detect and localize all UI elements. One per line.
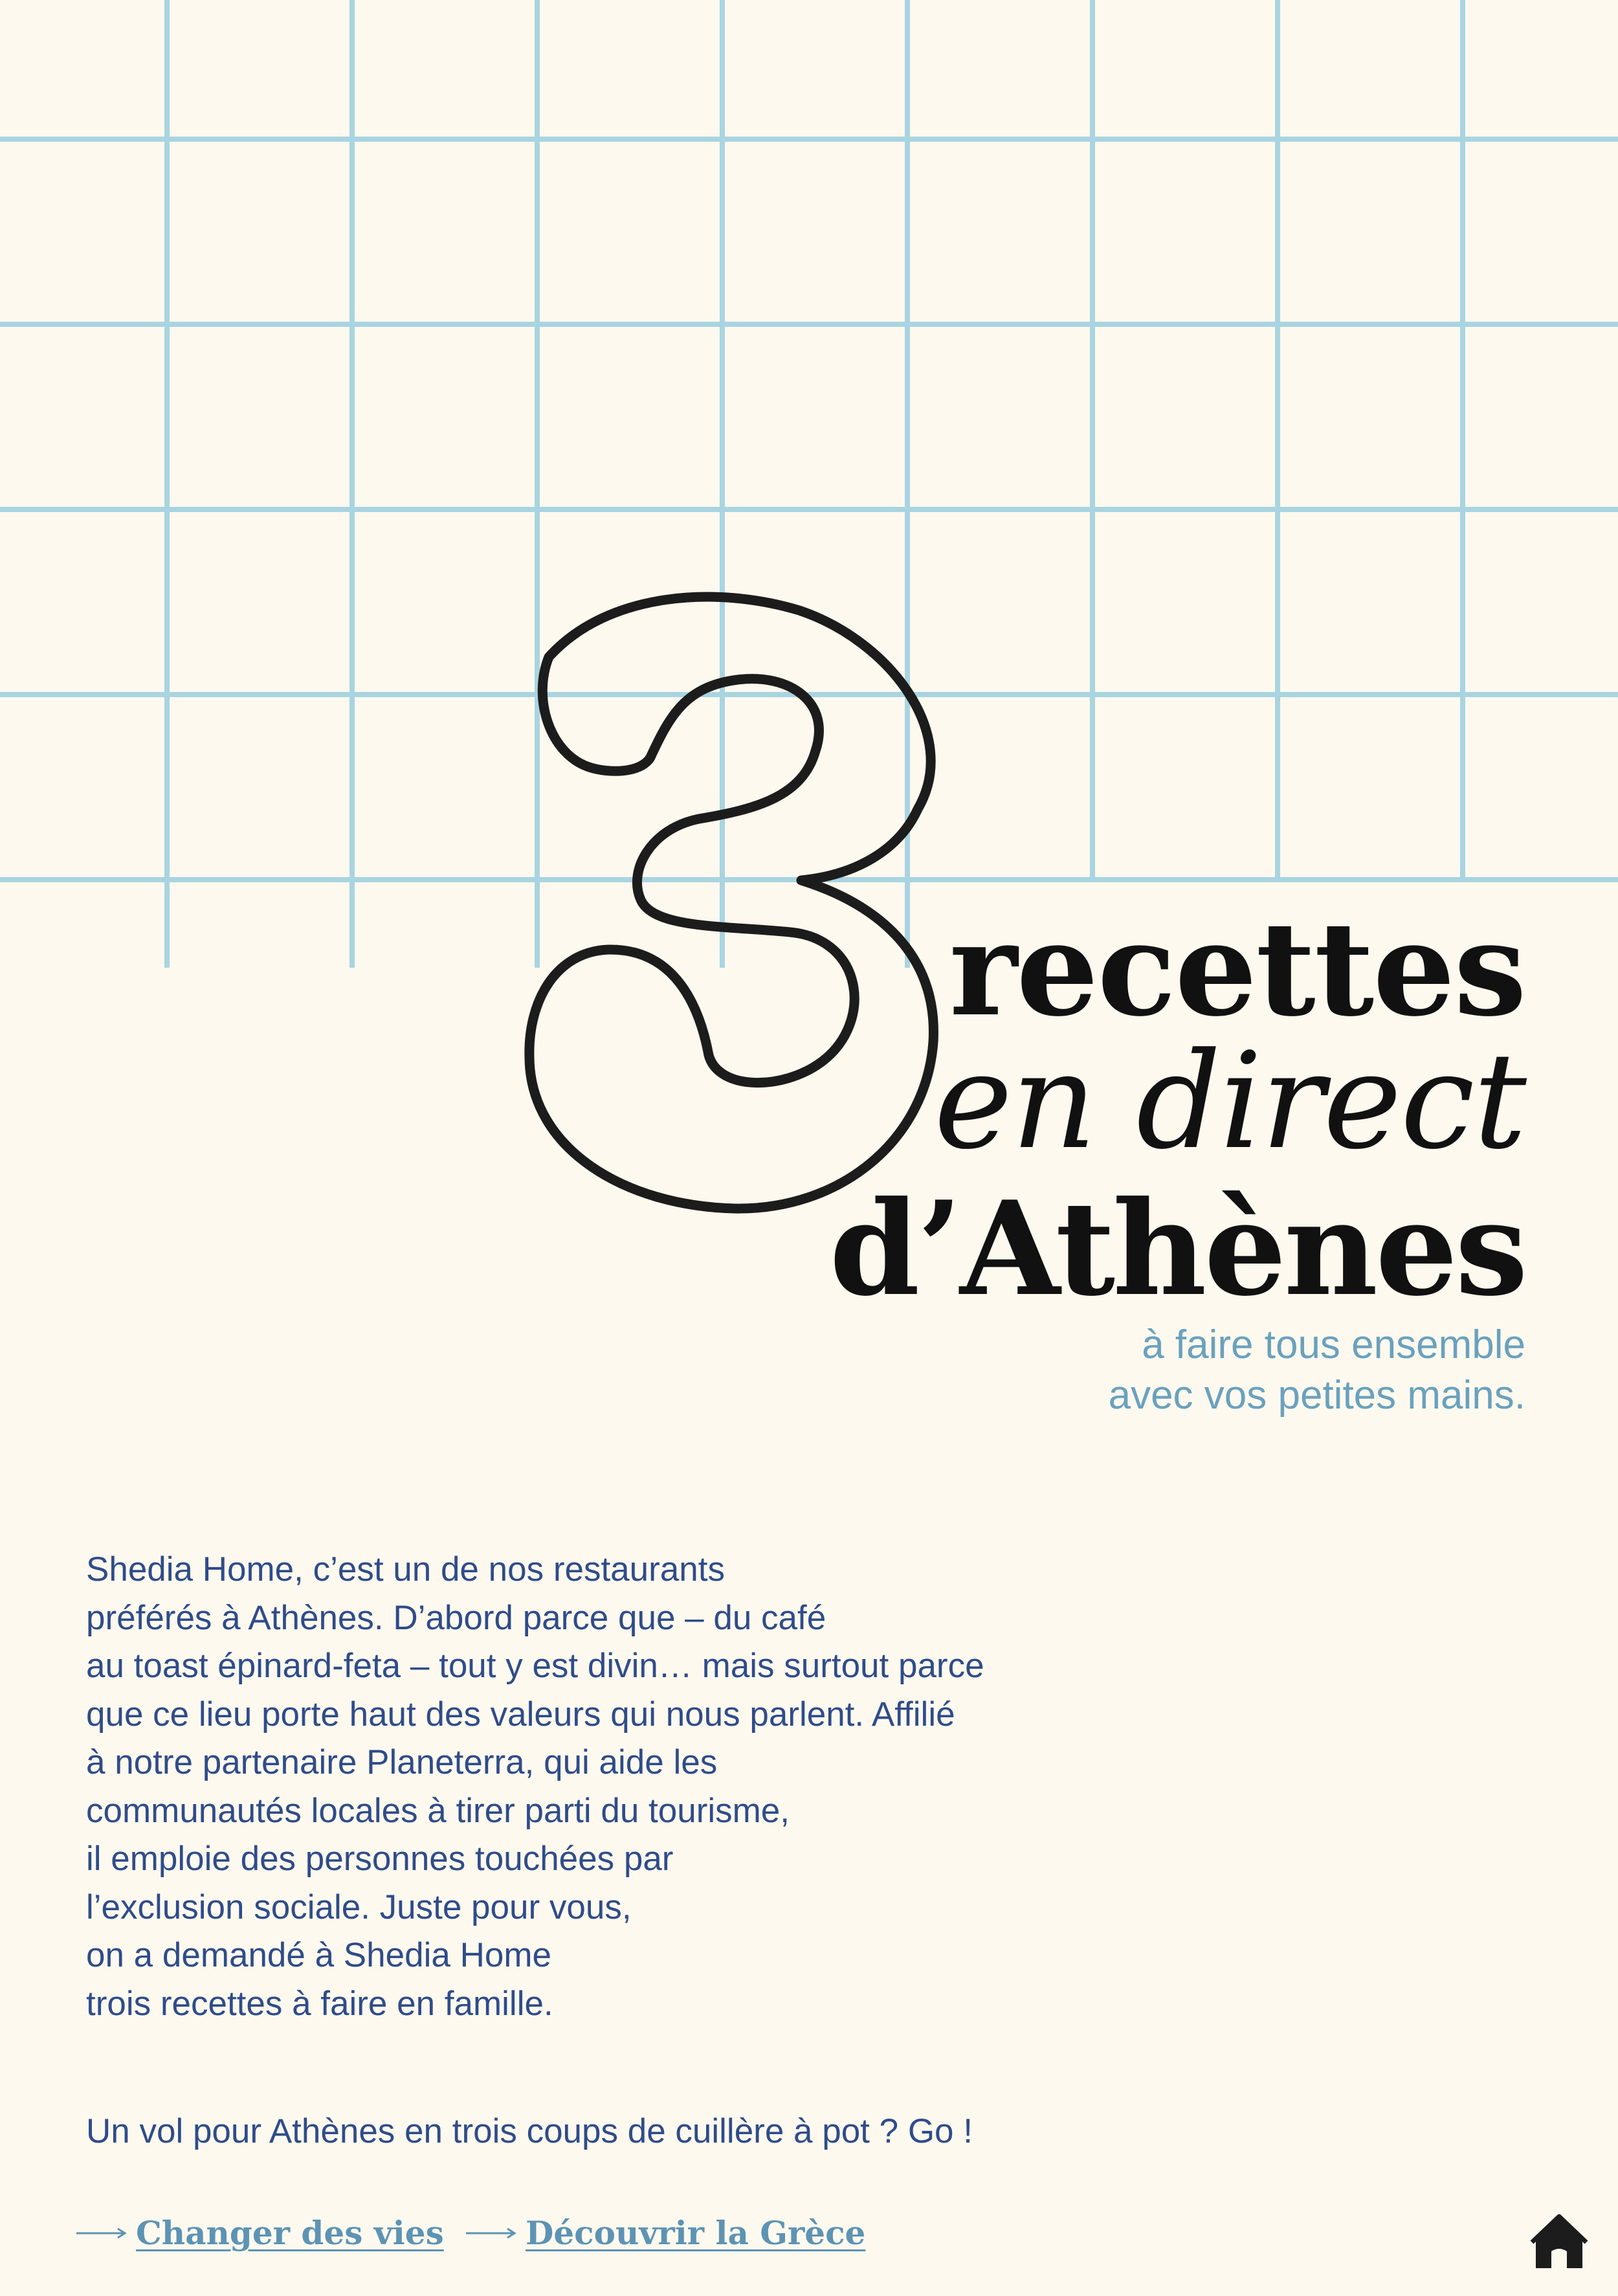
paragraph-line: trois recettes à faire en famille.: [86, 1984, 553, 2023]
hand-drawn-numeral-three: [511, 579, 964, 1227]
subtitle-line-2: avec vos petites mains.: [1108, 1373, 1525, 1418]
link-label: Changer des vies: [136, 2214, 444, 2252]
paragraph-line: on a demandé à Shedia Home: [86, 1936, 551, 1974]
closing-line: Un vol pour Athènes en trois coups de cuillère à pot ? Go !: [86, 2112, 973, 2150]
long-arrow-right-icon: [76, 2227, 128, 2240]
title-line-athenes: d’Athènes: [829, 1173, 1525, 1325]
subtitle-line-1: à faire tous ensemble: [1142, 1322, 1525, 1367]
paragraph-line: préférés à Athènes. D’abord parce que – du café: [86, 1598, 826, 1637]
title-line-recettes: recettes: [949, 893, 1525, 1045]
changer-des-vies-link[interactable]: [76, 2214, 444, 2252]
decouvrir-la-grece-link[interactable]: [466, 2214, 865, 2252]
paragraph-line: Shedia Home, c’est un de nos restaurants: [86, 1550, 725, 1588]
paragraph-line: au toast épinard-feta – tout y est divin… mais surtout parce: [86, 1647, 984, 1685]
paragraph-line: il emploie des personnes touchées par: [86, 1840, 674, 1878]
paragraph-line: que ce lieu porte haut des valeurs qui nous parlent. Affilié: [86, 1695, 955, 1733]
paragraph-line: à notre partenaire Planeterra, qui aide les: [86, 1743, 718, 1781]
intro-paragraph: [86, 1546, 1122, 2028]
title-line-en-direct: en direct: [934, 1025, 1525, 1179]
paragraph-line: l’exclusion sociale. Juste pour vous,: [86, 1888, 632, 1926]
long-arrow-right-icon: [466, 2227, 518, 2240]
home-icon[interactable]: [1529, 2212, 1589, 2272]
paragraph-line: communautés locales à tirer parti du tourisme,: [86, 1791, 790, 1830]
link-label: Découvrir la Grèce: [526, 2214, 866, 2252]
